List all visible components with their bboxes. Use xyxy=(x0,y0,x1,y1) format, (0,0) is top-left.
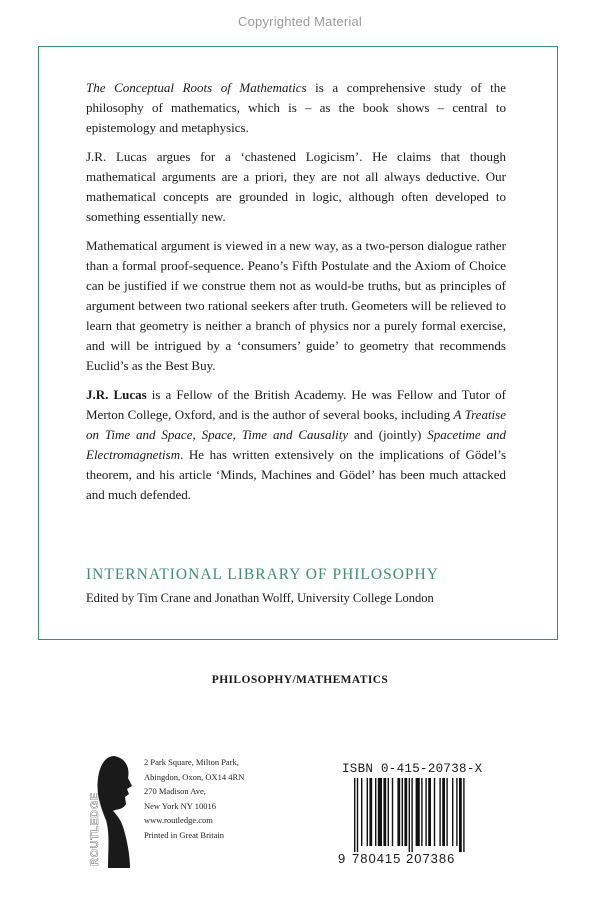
barcode-image xyxy=(352,778,500,852)
barcode-bar xyxy=(459,778,462,852)
barcode-bar xyxy=(421,778,422,846)
blurb-paragraph-2: J.R. Lucas argues for a ‘chastened Logicism’. He claims that though mathematical arguments are a priori, they are not all always deductive. Our mathematical concepts are grounded in logic, although often developed to something essentially new. xyxy=(86,149,506,224)
routledge-profile-icon xyxy=(97,756,132,868)
subject-category: PHILOSOPHY/MATHEMATICS xyxy=(211,674,389,686)
barcode-bar xyxy=(392,778,393,846)
barcode-bar xyxy=(378,778,382,846)
barcode-bar xyxy=(452,778,453,846)
series-title: INTERNATIONAL LIBRARY OF PHILOSOPHY xyxy=(86,566,439,583)
publisher-website: www.routledge.com xyxy=(144,815,213,826)
publisher-address xyxy=(144,755,244,843)
address-line: 2 Park Square, Milton Park, xyxy=(144,757,239,767)
printed-in: Printed in Great Britain xyxy=(144,829,225,840)
barcode-bar xyxy=(404,778,407,846)
barcode-bar xyxy=(361,778,362,846)
barcode-bar xyxy=(463,778,464,852)
barcode-bar xyxy=(439,778,440,846)
address-line: New York NY 10016 xyxy=(144,800,216,811)
barcode-bar xyxy=(425,778,426,846)
barcode-digits: 780415 207386 xyxy=(352,851,456,866)
author-name: J.R. Lucas xyxy=(86,387,147,402)
routledge-logo xyxy=(86,754,136,870)
isbn-text: ISBN 0-415-20738-X xyxy=(342,762,483,776)
barcode-bar xyxy=(402,778,403,846)
related-book-1: A Treatise on Time and Space, Space, Time and Causality xyxy=(86,407,506,442)
barcode-bar xyxy=(409,778,410,852)
series-editors: Edited by Tim Crane and Jonathan Wolff, University College London xyxy=(86,591,434,605)
blurb-paragraph-3: Mathematical argument is viewed in a new way, as a two-person dialogue rather than a formal proof-sequence. Peano’s Fifth Postulate and the Axiom of Choice can be justified if we construe them not as would-be truths, but as principles of argument between two rational seekers after truth. Geometers will be relieved to learn that geometry is neither a branch of physics nor a purely formal exercise, and will be intrigued by a ‘consumers’ guide’ to geometry that recommends Euclid’s as the Best Buy. xyxy=(86,238,506,373)
blurb xyxy=(86,78,506,514)
address-line: Abingdon, Oxon, OX14 4RN xyxy=(144,771,245,782)
barcode-bar xyxy=(397,778,400,846)
copyright-watermark: Copyrighted Material xyxy=(238,14,362,29)
barcode-bar xyxy=(369,778,372,846)
barcode-bar xyxy=(388,778,389,846)
barcode-bar xyxy=(354,778,355,852)
author-bio: J.R. Lucas is a Fellow of the British Academy. He was Fellow and Tutor of Merton College, Oxford, and is the author of several books, including A Treatise on Time and Space, Space, Time and Causality and (jointly) Spacetime and Electromagnetism. He has written extensively on the implications of Gödel’s theorem, and his article ‘Minds, Machines and Gödel’ has been much attacked and much defended. xyxy=(86,387,506,502)
publisher-name: ROUTLEDGE xyxy=(89,792,101,866)
book-title: The Conceptual Roots of Mathematics xyxy=(86,80,307,95)
barcode-bar xyxy=(411,778,412,852)
barcode-bar xyxy=(428,778,431,846)
barcode-number xyxy=(338,851,503,866)
barcode-bar xyxy=(383,778,386,846)
barcode-bar xyxy=(442,778,445,846)
barcode-bar xyxy=(375,778,376,846)
barcode-bar xyxy=(416,778,420,846)
barcode-bar xyxy=(357,778,358,852)
blurb-paragraph-1: The Conceptual Roots of Mathematics is a comprehensive study of the philosophy of mathematics, which is – as the book shows – central to epistemology and metaphysics. xyxy=(86,80,507,135)
barcode-bar xyxy=(367,778,368,846)
address-line: 270 Madison Ave, xyxy=(144,786,206,797)
barcode-first-digit: 9 xyxy=(338,851,347,866)
barcode-bar xyxy=(456,778,457,846)
barcode-bar xyxy=(434,778,435,846)
related-book-2: Spacetime and Electromagnetism xyxy=(86,427,506,462)
barcode-bar xyxy=(446,778,447,846)
